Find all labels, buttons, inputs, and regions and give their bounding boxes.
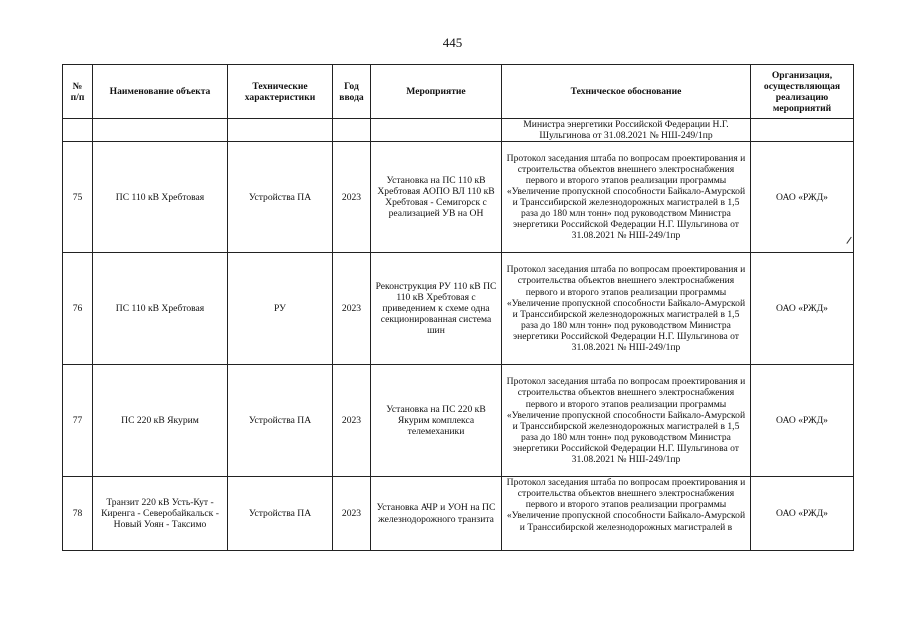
header-justification: Техническое обоснование: [502, 65, 751, 119]
cell-org: [751, 119, 854, 142]
cell-object: ПС 220 кВ Якурим: [93, 365, 228, 477]
cell-num: 77: [63, 365, 93, 477]
cell-object: ПС 110 кВ Хребтовая: [93, 142, 228, 253]
cell-tech: РУ: [228, 253, 333, 365]
measures-table: [62, 64, 854, 551]
table-row: [63, 253, 854, 365]
header-num: № п/п: [63, 65, 93, 119]
cell-year: 2023: [333, 253, 371, 365]
cell-num: [63, 119, 93, 142]
cell-object: ПС 110 кВ Хребтовая: [93, 253, 228, 365]
header-year: Год ввода: [333, 65, 371, 119]
header-object-name: Наименование объекта: [93, 65, 228, 119]
cell-org: ОАО «РЖД»: [751, 365, 854, 477]
table-row: [63, 142, 854, 253]
cell-year: 2023: [333, 365, 371, 477]
cell-tech: Устройства ПА: [228, 142, 333, 253]
cell-measure: Реконструкция РУ 110 кВ ПС 110 кВ Хребтовая с приведением к схеме одна секционированная система шин: [371, 253, 502, 365]
cell-org: ОАО «РЖД»: [751, 142, 854, 253]
cell-tech: Устройства ПА: [228, 365, 333, 477]
cell-measure: Установка АЧР и УОН на ПС железнодорожного транзита: [371, 477, 502, 551]
header-row: [63, 65, 854, 119]
cell-object: [93, 119, 228, 142]
cell-measure: Установка на ПС 220 кВ Якурим комплекса телемеханики: [371, 365, 502, 477]
cell-num: 76: [63, 253, 93, 365]
header-organization: Организация, осуществляющая реализацию мероприятий: [751, 65, 854, 119]
cell-tech: Устройства ПА: [228, 477, 333, 551]
cell-year: 2023: [333, 142, 371, 253]
cell-measure: Установка на ПС 110 кВ Хребтовая АОПО ВЛ 110 кВ Хребтовая - Семигорск с реализацией УВ на ОН: [371, 142, 502, 253]
header-tech-characteristics: Технические характеристики: [228, 65, 333, 119]
cell-justification: Протокол заседания штаба по вопросам проектирования и строительства объектов внешнего электроснабжения первого и второго этапов реализации программы «Увеличение пропускной способности Байкало-Амурской и Транссибирской железнодорожных магистралей в 1,5 раза до 180 млн тонн» под руководством Министра энергетики Российской Федерации Н.Г. Шульгинова от 31.08.2021 № НШ-249/1пр: [502, 142, 751, 253]
page-number: 445: [442, 35, 463, 50]
cell-tech: [228, 119, 333, 142]
header-measure: Мероприятие: [371, 65, 502, 119]
cell-num: 78: [63, 477, 93, 551]
cell-justification: Министра энергетики Российской Федерации Н.Г. Шульгинова от 31.08.2021 № НШ-249/1пр: [502, 119, 751, 142]
cell-justification: Протокол заседания штаба по вопросам проектирования и строительства объектов внешнего электроснабжения первого и второго этапов реализации программы «Увеличение пропускной способности Байкало-Амурской и Транссибирской железнодорожных магистралей в: [502, 477, 751, 551]
cell-justification: Протокол заседания штаба по вопросам проектирования и строительства объектов внешнего электроснабжения первого и второго этапов реализации программы «Увеличение пропускной способности Байкало-Амурской и Транссибирской железнодорожных магистралей в 1,5 раза до 180 млн тонн» под руководством Министра энергетики Российской Федерации Н.Г. Шульгинова от 31.08.2021 № НШ-249/1пр: [502, 253, 751, 365]
cell-org: ОАО «РЖД»: [751, 253, 854, 365]
cell-justification: Протокол заседания штаба по вопросам проектирования и строительства объектов внешнего электроснабжения первого и второго этапов реализации программы «Увеличение пропускной способности Байкало-Амурской и Транссибирской железнодорожных магистралей в 1,5 раза до 180 млн тонн» под руководством Министра энергетики Российской Федерации Н.Г. Шульгинова от 31.08.2021 № НШ-249/1пр: [502, 365, 751, 477]
table-row: [63, 477, 854, 551]
cell-org: ОАО «РЖД»: [751, 477, 854, 551]
cell-year: [333, 119, 371, 142]
cell-object: Транзит 220 кВ Усть-Кут - Киренга - Северобайкальск - Новый Уоян - Таксимо: [93, 477, 228, 551]
table-row: [63, 365, 854, 477]
table-row-continuation: [63, 119, 854, 142]
cell-num: 75: [63, 142, 93, 253]
cell-year: 2023: [333, 477, 371, 551]
cell-measure: [371, 119, 502, 142]
